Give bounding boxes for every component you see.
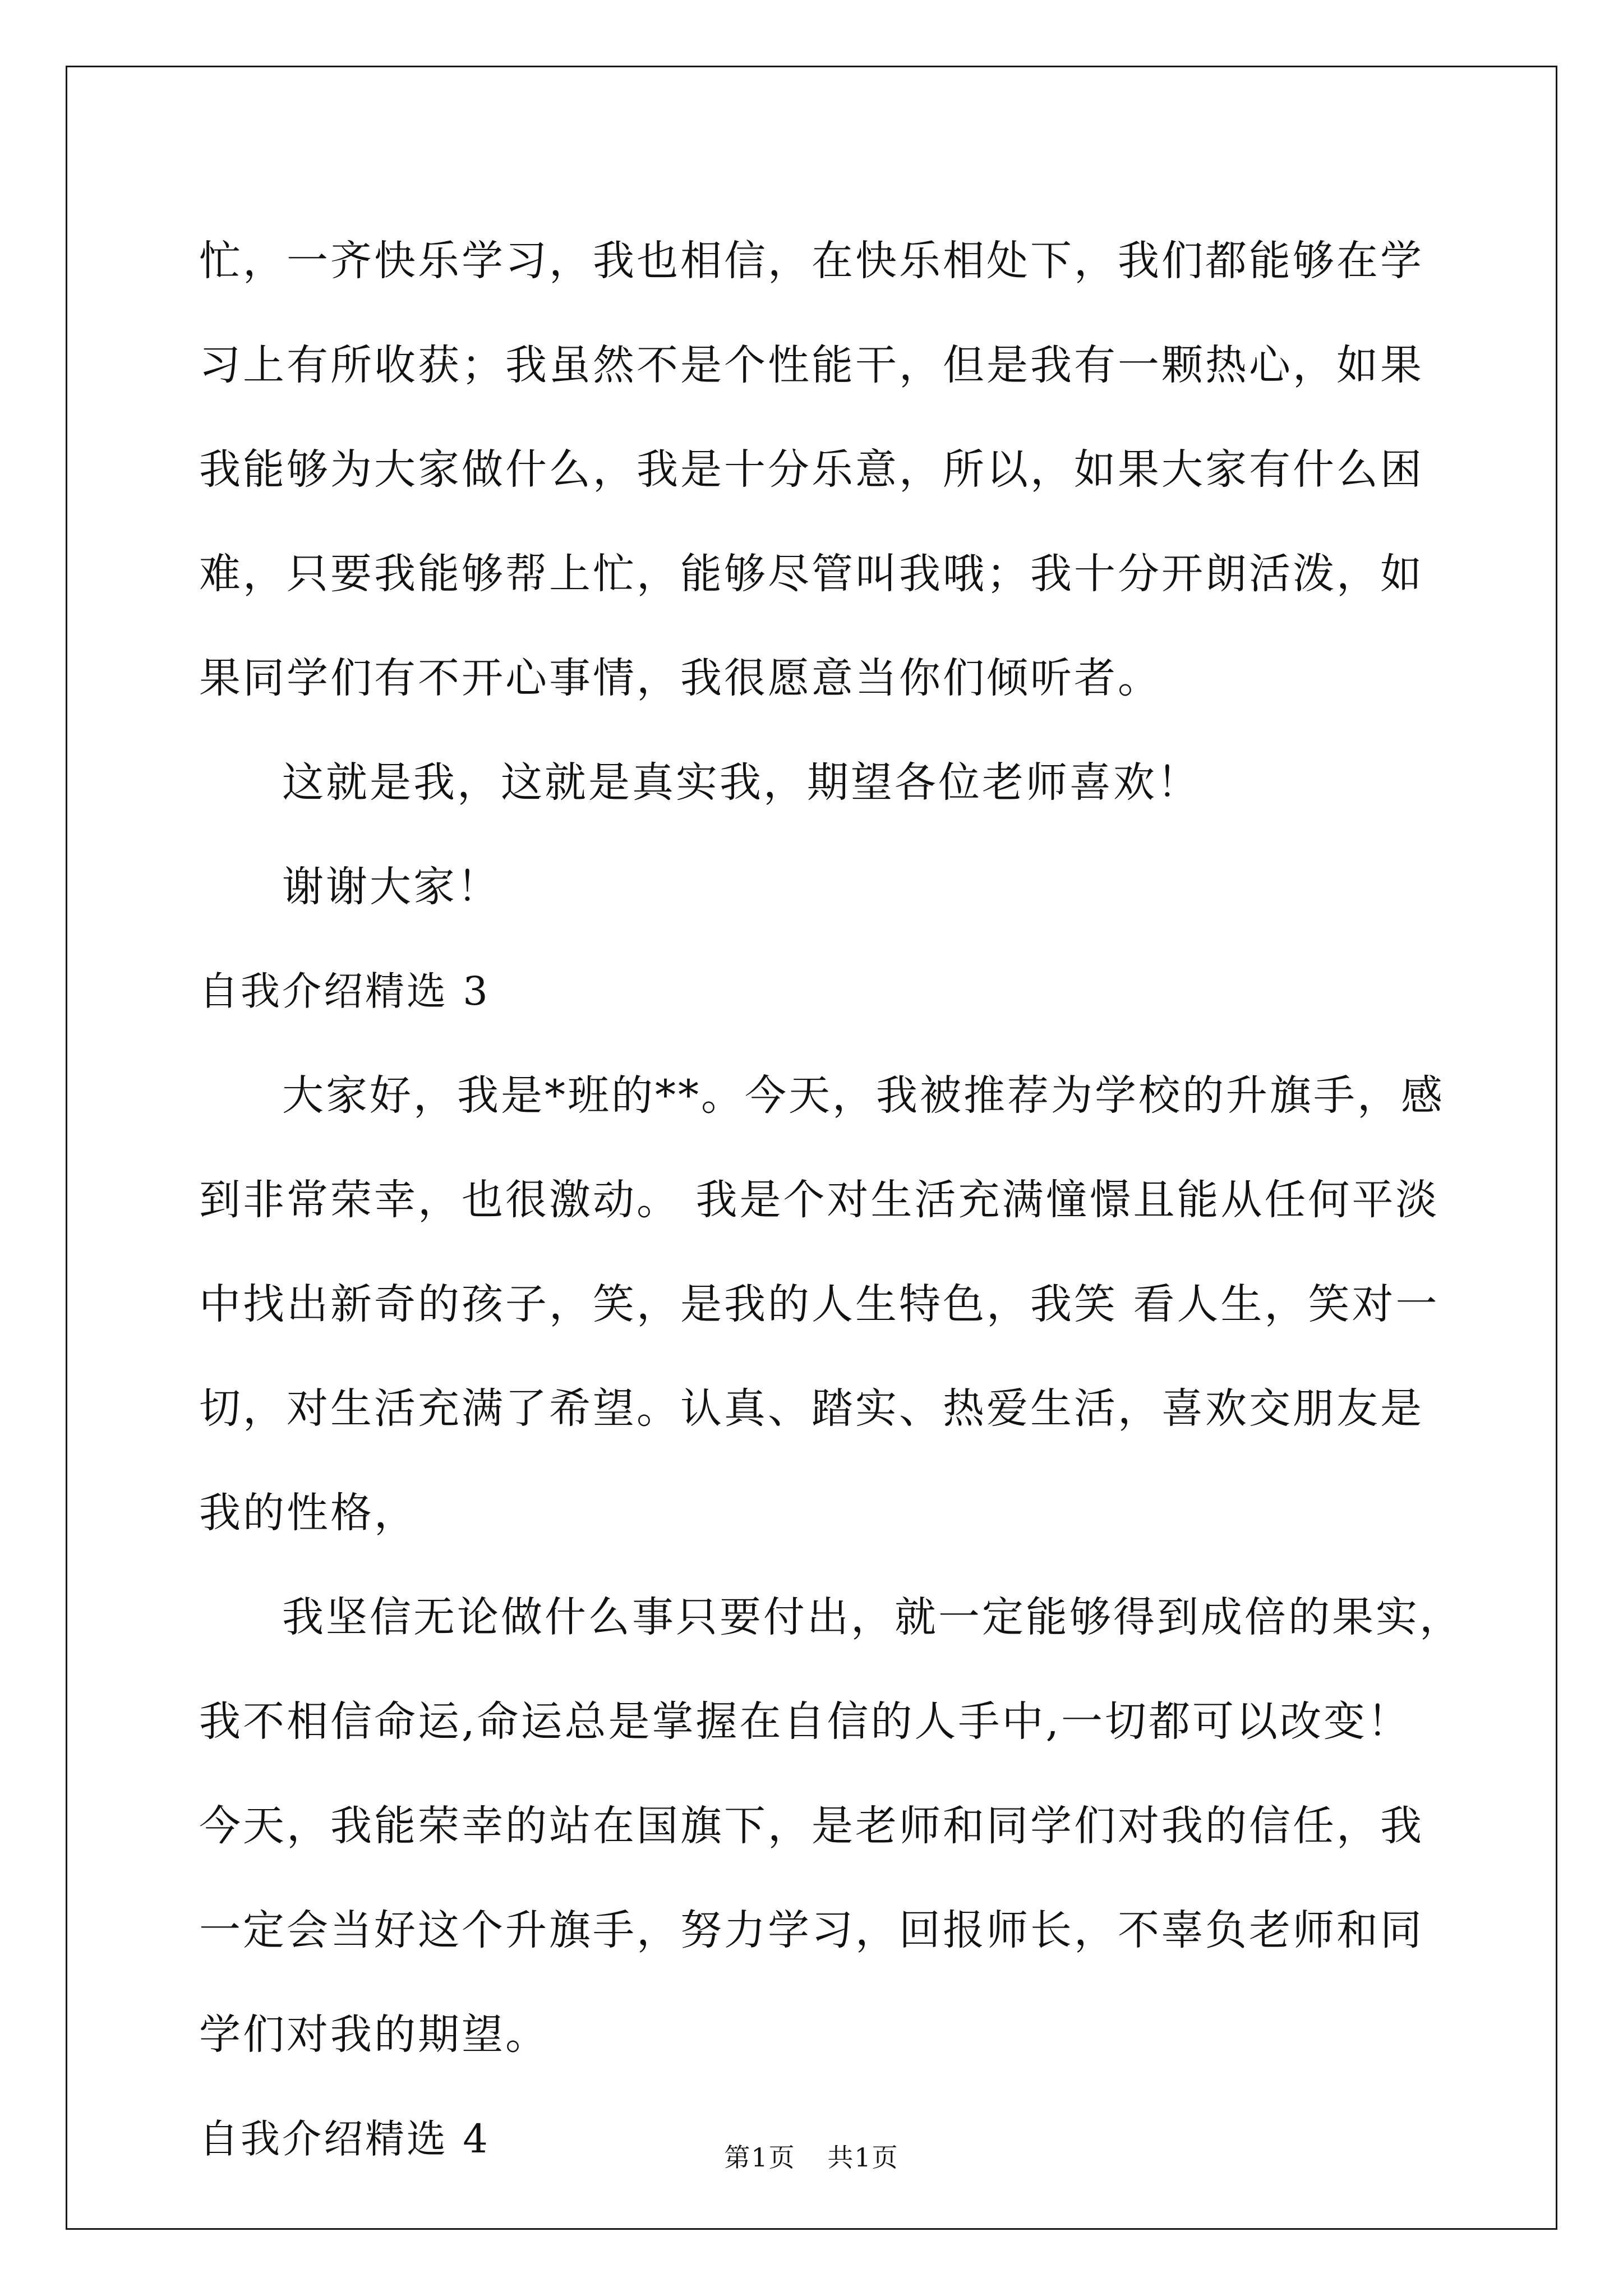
section-heading: 自我介绍精选 4: [199, 2116, 490, 2162]
page-footer: [0, 2137, 1623, 2174]
document-body: [199, 209, 1467, 2191]
paragraph: 大家好，我是*班的**。今天，我被推荐为学校的升旗手，感到非常荣幸，也很激动。 我是个对生活充满憧憬且能从任何平淡中找出新奇的孩子，笑，是我的人生特色，我笑 看人生，笑对一切，对生活充满了希望。认真、踏实、热爱生活，喜欢交朋友是我的性格，: [199, 1071, 1445, 1537]
paragraph: 谢谢大家！: [282, 863, 501, 911]
paragraph: 我坚信无论做什么事只要付出，就一定能够得到成倍的果实，我不相信命运,命运总是掌握在自信的人手中,一切都可以改变！ 今天，我能荣幸的站在国旗下，是老师和同学们对我的信任，我一定会当好这个升旗手，努力学习，回报师长，不辜负老师和同学们对我的期望。: [199, 1593, 1463, 2059]
page-number: 第1页: [724, 2142, 796, 2173]
paragraph: 这就是我，这就是真实我，期望各位老师喜欢！: [282, 758, 1201, 807]
page-total: 共1页: [827, 2142, 899, 2173]
section-heading: 自我介绍精选 3: [199, 968, 490, 1014]
paragraph: 忙，一齐快乐学习，我也相信，在快乐相处下，我们都能够在学习上有所收获；我虽然不是个性能干，但是我有一颗热心，如果我能够为大家做什么，我是十分乐意，所以，如果大家有什么困难，只要我能够帮上忙，能够尽管叫我哦；我十分开朗活泼，如果同学们有不开心事情，我很愿意当你们倾听者。: [199, 237, 1424, 702]
